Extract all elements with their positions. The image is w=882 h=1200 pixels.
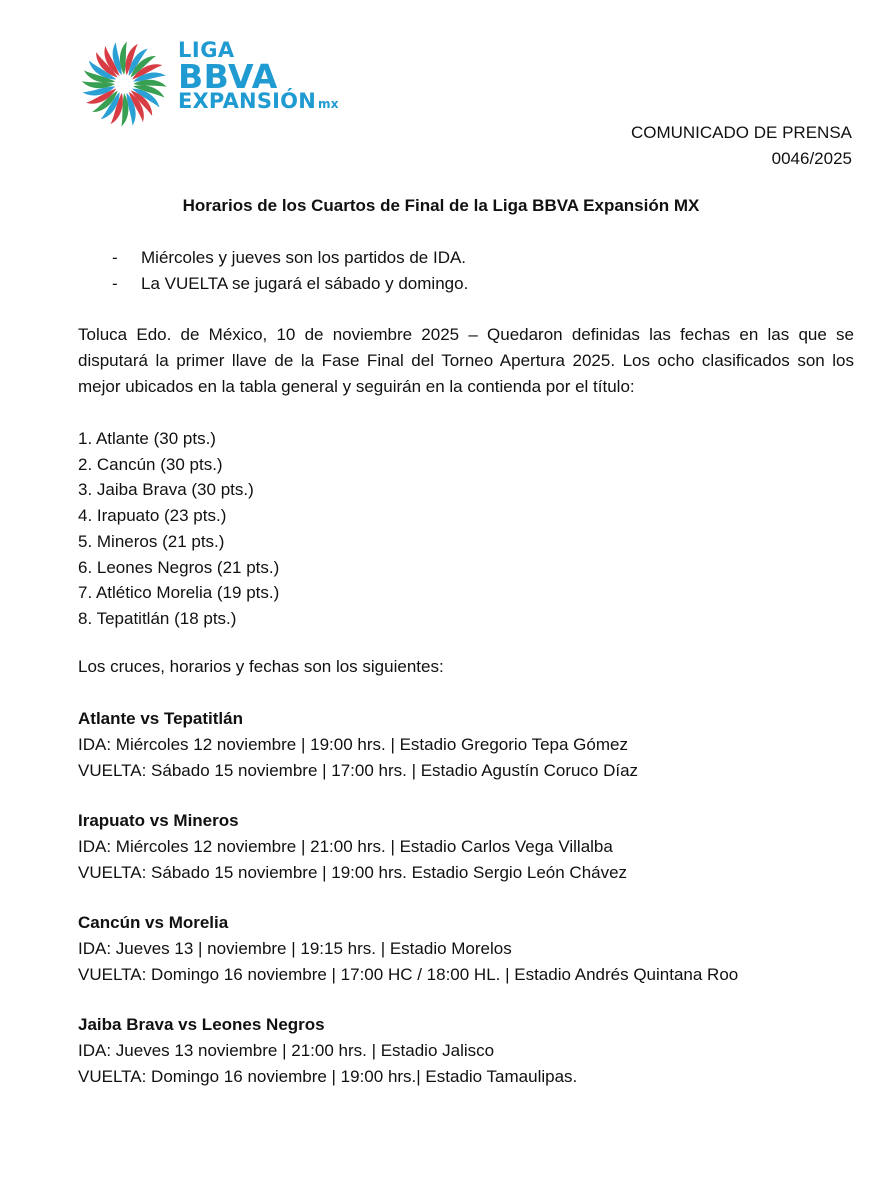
match-list <box>78 706 738 1114</box>
doc-number: 0046/2025 <box>771 149 852 168</box>
bullet-text: Miércoles y jueves son los partidos de IDA. <box>141 248 467 267</box>
bullet-dash: - <box>112 248 118 267</box>
bullet-list <box>112 245 468 297</box>
press-header <box>631 120 852 172</box>
bullet-dash: - <box>112 274 118 293</box>
liga-emblem-icon <box>80 38 172 130</box>
bullet-item <box>112 271 468 297</box>
match-block <box>78 1012 738 1090</box>
match-title: Irapuato vs Mineros <box>78 811 239 830</box>
logo-line-1: LIGA <box>178 38 235 62</box>
lead-paragraph <box>78 322 854 400</box>
ranking-item: 7. Atlético Morelia (19 pts.) <box>78 583 280 603</box>
match-vuelta: VUELTA: Domingo 16 noviembre | 19:00 hrs.| Estadio Tamaulipas. <box>78 1067 578 1086</box>
logo-line-3 <box>178 91 339 112</box>
match-ida: IDA: Jueves 13 | noviembre | 19:15 hrs. | Estadio Morelos <box>78 939 512 958</box>
lead-text: Toluca Edo. de México, 10 de noviembre 2025 – Quedaron definidas las fechas en las que se disputará la primer llave de la Fase Final del Torneo Apertura 2025. Los ocho clasificados son los mejor ubicados en la tabla general y seguirán en la contienda por el título: <box>78 325 854 396</box>
match-title: Cancún vs Morelia <box>78 913 229 932</box>
match-ida: IDA: Miércoles 12 noviembre | 21:00 hrs. | Estadio Carlos Vega Villalba <box>78 837 613 856</box>
ranking-item: 2. Cancún (30 pts.) <box>78 454 223 474</box>
logo-line-3-text: EXPANSIÓN <box>178 89 316 113</box>
match-vuelta: VUELTA: Sábado 15 noviembre | 17:00 hrs. | Estadio Agustín Coruco Díaz <box>78 761 639 780</box>
ranking-item: 1. Atlante (30 pts.) <box>78 429 216 448</box>
ranking-item: 5. Mineros (21 pts.) <box>78 531 225 551</box>
match-vuelta: VUELTA: Domingo 16 noviembre | 17:00 HC / 18:00 HL. | Estadio Andrés Quintana Roo <box>78 965 739 984</box>
logo-line-3-suffix: mx <box>318 97 339 111</box>
match-block <box>78 910 738 988</box>
ranking-list <box>78 426 279 632</box>
match-title: Jaiba Brava vs Leones Negros <box>78 1015 325 1034</box>
ranking-item: 3. Jaiba Brava (30 pts.) <box>78 480 254 500</box>
match-block <box>78 808 738 886</box>
match-ida: IDA: Miércoles 12 noviembre | 19:00 hrs. | Estadio Gregorio Tepa Gómez <box>78 735 628 754</box>
doc-type: COMUNICADO DE PRENSA <box>630 123 852 142</box>
ranking-item: 4. Irapuato (23 pts.) <box>78 506 227 526</box>
matches-intro: Los cruces, horarios y fechas son los siguientes: <box>78 657 444 676</box>
logo-wordmark <box>178 40 339 112</box>
match-block <box>78 706 738 784</box>
match-ida: IDA: Jueves 13 noviembre | 21:00 hrs. | Estadio Jalisco <box>78 1041 495 1060</box>
liga-logo <box>80 38 340 138</box>
ranking-item: 6. Leones Negros (21 pts.) <box>78 557 280 577</box>
ranking-item: 8. Tepatitlán (18 pts.) <box>78 608 237 628</box>
match-title: Atlante vs Tepatitlán <box>78 709 243 728</box>
bullet-item <box>112 245 468 271</box>
logo-line-2: BBVA <box>178 57 278 96</box>
match-vuelta: VUELTA: Sábado 15 noviembre | 19:00 hrs. Estadio Sergio León Chávez <box>78 863 628 882</box>
bullet-text: La VUELTA se jugará el sábado y domingo. <box>141 274 469 293</box>
page-title: Horarios de los Cuartos de Final de la Liga BBVA Expansión MX <box>182 196 700 215</box>
